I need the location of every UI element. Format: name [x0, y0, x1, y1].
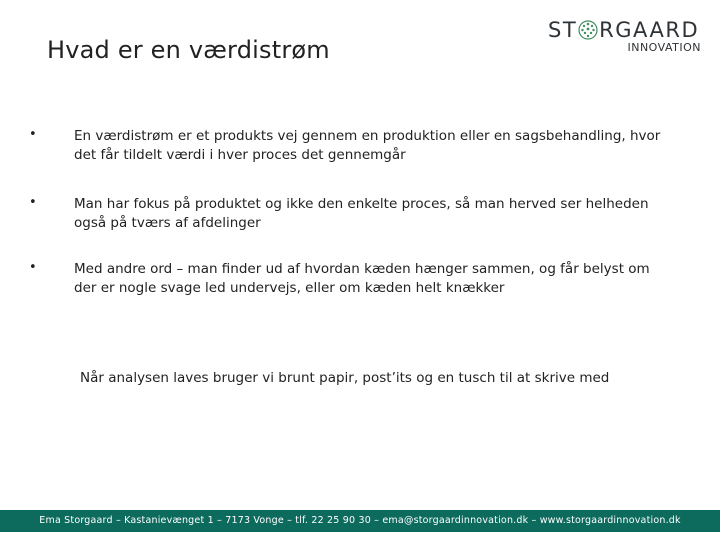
bullet-marker: • [29, 195, 37, 210]
bullet-marker: • [29, 127, 37, 142]
company-logo [548, 18, 704, 58]
slide-title: Hvad er en værdistrøm [47, 36, 330, 64]
footer-bar [0, 510, 720, 532]
bullet-text: Med andre ord – man finder ud af hvordan kæden hænger sammen, og får belyst om der er nogle svage led undervejs, eller om kæden helt knækker [74, 261, 650, 296]
bullet-text: En værdistrøm er et produkts vej gennem en produktion eller en sagsbehandling, hvor det får tildelt værdi i hver proces det gennemgår [74, 128, 661, 163]
logo-text-start: ST [548, 18, 578, 42]
bullet-text: Man har fokus på produktet og ikke den enkelte proces, så man herved ser helheden også på tværs af afdelinger [74, 196, 649, 231]
globe-dots-icon [578, 20, 598, 40]
logo-wordmark [548, 18, 699, 42]
footer-contact-text: Ema Storgaard – Kastanievænget 1 – 7173 Vonge – tlf. 22 25 90 30 – ema@storgaardinnovation.dk – www.storgaardinnovation.dk [39, 515, 681, 526]
bullet-marker: • [29, 260, 37, 275]
note-text: Når analysen laves bruger vi brunt papir, post’its og en tusch til at skrive med [80, 370, 610, 386]
logo-text-end: RGAARD [599, 18, 700, 42]
logo-subtitle: INNOVATION [627, 41, 701, 54]
